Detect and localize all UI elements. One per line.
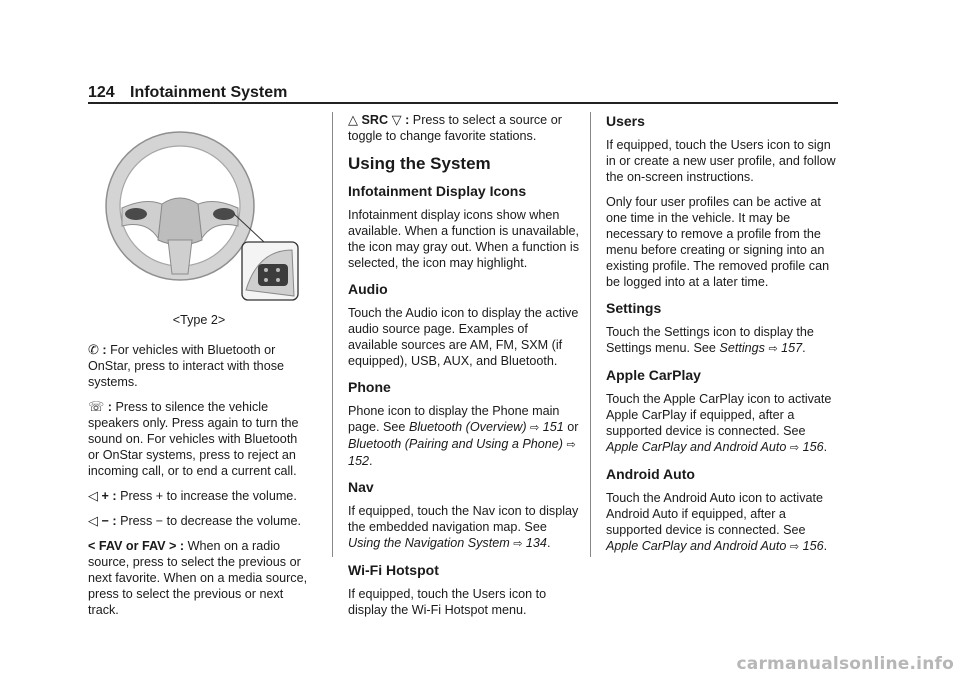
cross-reference-page[interactable]: 156 [802, 539, 824, 553]
cross-reference-link[interactable]: Bluetooth (Overview) [408, 420, 527, 434]
cross-reference-page[interactable]: 151 [542, 420, 564, 434]
cross-reference-page[interactable]: 156 [802, 440, 824, 454]
column-divider [590, 112, 591, 557]
control-item-src: △ SRC ▽ : Press to select a source or toggle to change favorite stations. [348, 112, 562, 143]
header-rule [88, 102, 838, 104]
paragraph: Touch the Android Auto icon to activate Android Auto if equipped, after a supported device is connected. See Apple CarPlay and Android Auto ⇨ 156. [606, 491, 828, 553]
control-item: ☏ : Press to silence the vehicle speakers only. Press again to turn the sound on. For vehicles with Bluetooth or OnStar systems, press to reject an incoming call, or to end a current call. [88, 399, 299, 478]
cross-reference-page[interactable]: 152 [348, 454, 370, 468]
arrow-right-icon: ⇨ [789, 442, 800, 454]
arrow-right-icon: ⇨ [789, 541, 800, 553]
cross-reference-link[interactable]: Bluetooth (Pairing and Using a Phone) [348, 437, 563, 451]
paragraph: Infotainment display icons show when available. When a function is unavailable, the icon may gray out. When a function is selected, the icon may highlight. [348, 208, 580, 270]
page-header [88, 84, 838, 104]
cross-reference-link[interactable]: Settings [719, 341, 765, 355]
control-item: ◁ + : Press + to increase the volume. [88, 488, 297, 503]
figure-caption: <Type 2> [172, 313, 226, 327]
chapter-title: Infotainment System [130, 84, 288, 101]
paragraph: If equipped, touch the Nav icon to display the embedded navigation map. See Using the Navigation System ⇨ 134. [348, 504, 579, 550]
volume-icon: ◁ [88, 488, 98, 503]
paragraph: Touch the Apple CarPlay icon to activate Apple CarPlay if equipped, after a supported device is connected. See Apple CarPlay and Android Auto ⇨ 156. [606, 392, 832, 454]
paragraph: Touch the Audio icon to display the active audio source page. Examples of available sources are AM, FM, SXM (if equipped), USB, AUX, and Bluetooth. [348, 306, 579, 368]
cross-reference-page[interactable]: 157 [781, 341, 803, 355]
cross-reference-link[interactable]: Apple CarPlay and Android Auto [606, 440, 787, 454]
arrow-right-icon: ⇨ [566, 439, 576, 451]
paragraph: Phone icon to display the Phone main page. See Bluetooth (Overview) ⇨ 151 or Bluetooth (Pairing and Using a Phone) ⇨ 152. [348, 404, 579, 468]
column-3 [606, 112, 838, 564]
column-2 [348, 112, 580, 627]
subheading-apple-carplay: Apple CarPlay [606, 367, 701, 383]
subheading-phone: Phone [348, 379, 391, 395]
arrow-right-icon: ⇨ [768, 343, 778, 355]
voice-recognition-icon: ✆ [88, 342, 99, 357]
subheading-audio: Audio [348, 281, 388, 297]
paragraph: If equipped, touch the Users icon to sign in or create a new user profile, and follow the on-screen instructions. [606, 138, 836, 184]
steering-wheel-controls-illustration [88, 122, 310, 308]
subheading-users: Users [606, 113, 645, 129]
arrow-right-icon: ⇨ [513, 538, 523, 550]
arrow-right-icon: ⇨ [530, 422, 540, 434]
column-divider [332, 112, 333, 557]
subheading-settings: Settings [606, 300, 662, 316]
subheading-display-icons: Infotainment Display Icons [348, 183, 527, 199]
arrow-up-icon: △ [348, 112, 358, 127]
cross-reference-link[interactable]: Apple CarPlay and Android Auto [606, 539, 787, 553]
arrow-down-icon: ▽ [391, 112, 402, 127]
cross-reference-page[interactable]: 134 [525, 536, 547, 550]
volume-icon: ◁ [88, 513, 98, 528]
control-item: ◁ − : Press − to decrease the volume. [88, 513, 302, 528]
paragraph: If equipped, touch the Users icon to display the Wi-Fi Hotspot menu. [348, 587, 547, 617]
paragraph: Touch the Settings icon to display the Settings menu. See Settings ⇨ 157. [606, 325, 814, 355]
control-item: < FAV or FAV > : When on a radio source, press to select the previous or next favorite. When on a media source, press to select the previous or next track. [88, 539, 308, 617]
steering-wheel-figure [88, 122, 310, 308]
control-item: ✆ : For vehicles with Bluetooth or OnStar, press to interact with those systems. [88, 342, 284, 389]
cross-reference-link[interactable]: Using the Navigation System [348, 536, 510, 550]
subheading-android-auto: Android Auto [606, 466, 695, 482]
page-number: 124 [88, 84, 115, 101]
subheading-wifi: Wi-Fi Hotspot [348, 562, 439, 578]
section-title: Using the System [348, 154, 491, 173]
paragraph: Only four user profiles can be active at one time in the vehicle. It may be necessary to remove a profile from the menu before creating or signing into an existing profile. The removed profile can be logged into at a later time. [606, 195, 830, 289]
watermark: carmanualsonline.info [736, 654, 954, 674]
column-1 [88, 112, 310, 627]
subheading-nav: Nav [348, 479, 374, 495]
mute-end-call-icon: ☏ [88, 399, 105, 414]
